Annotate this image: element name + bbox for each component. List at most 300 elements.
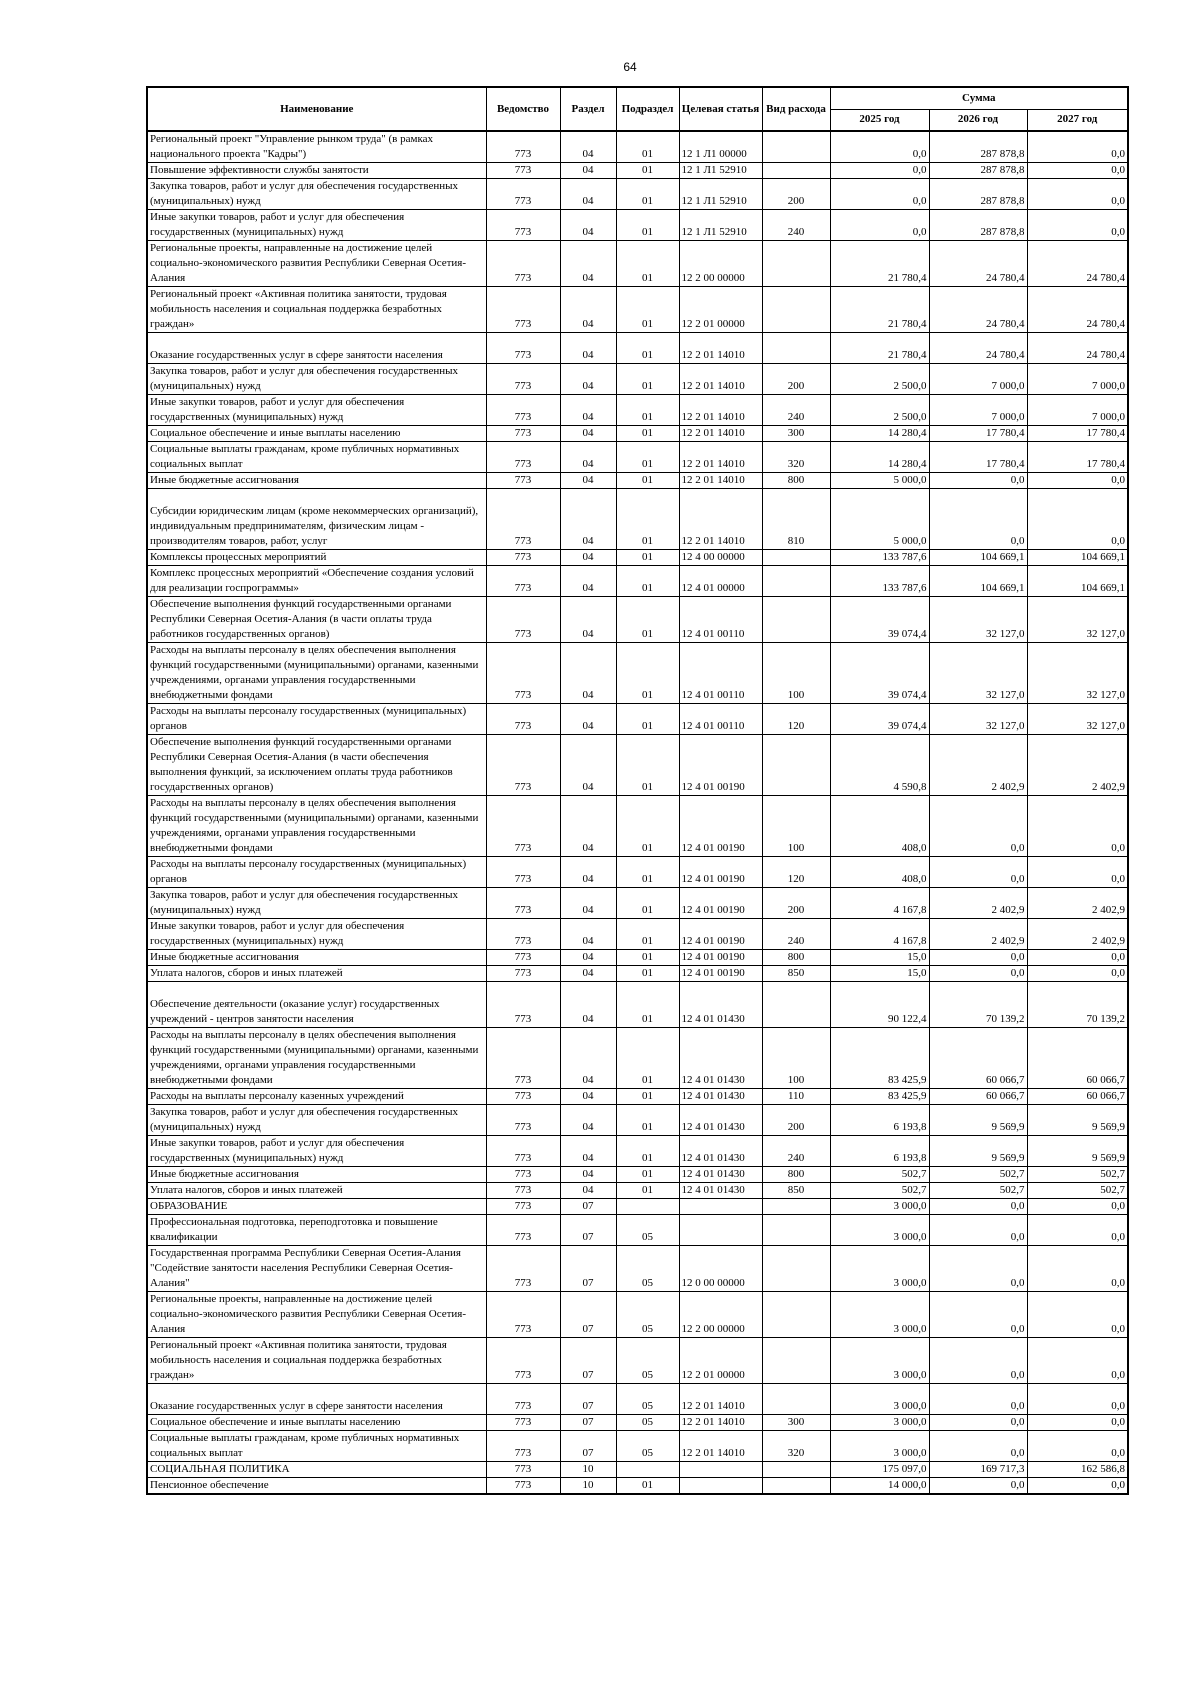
row-sum-2025: 3 000,0 — [830, 1338, 929, 1384]
row-vedomstvo: 773 — [486, 1431, 560, 1462]
table-row — [147, 287, 1128, 333]
row-razdel: 04 — [560, 442, 616, 473]
row-razdel: 07 — [560, 1384, 616, 1415]
row-sum-2027: 24 780,4 — [1027, 241, 1128, 287]
row-podrazdel: 01 — [616, 1136, 679, 1167]
row-expense-type — [762, 287, 830, 333]
row-name: Иные бюджетные ассигнования — [147, 1167, 486, 1183]
row-razdel: 04 — [560, 1089, 616, 1105]
row-name: Социальное обеспечение и иные выплаты населению — [147, 1415, 486, 1431]
row-sum-2025: 15,0 — [830, 950, 929, 966]
row-name: Расходы на выплаты персоналу в целях обеспечения выполнения функций государственными (муниципальными) органами, казенными учреждениями, органами управления государственными внебюджетными фондами — [147, 796, 486, 857]
row-podrazdel: 01 — [616, 210, 679, 241]
table-row — [147, 1183, 1128, 1199]
table-row — [147, 919, 1128, 950]
row-vedomstvo: 773 — [486, 1136, 560, 1167]
row-podrazdel: 01 — [616, 1183, 679, 1199]
row-sum-2026: 32 127,0 — [929, 597, 1027, 643]
row-sum-2026: 0,0 — [929, 473, 1027, 489]
table-row — [147, 1105, 1128, 1136]
row-target-article: 12 4 01 00110 — [679, 643, 762, 704]
row-podrazdel: 01 — [616, 982, 679, 1028]
row-sum-2025: 133 787,6 — [830, 550, 929, 566]
row-sum-2025: 3 000,0 — [830, 1431, 929, 1462]
row-vedomstvo: 773 — [486, 1199, 560, 1215]
row-target-article: 12 4 01 00190 — [679, 888, 762, 919]
row-vedomstvo: 773 — [486, 241, 560, 287]
row-razdel: 04 — [560, 796, 616, 857]
row-vedomstvo: 773 — [486, 1462, 560, 1478]
row-target-article: 12 2 01 14010 — [679, 1384, 762, 1415]
row-sum-2027: 17 780,4 — [1027, 442, 1128, 473]
row-sum-2027: 32 127,0 — [1027, 643, 1128, 704]
row-expense-type: 120 — [762, 704, 830, 735]
row-sum-2025: 83 425,9 — [830, 1028, 929, 1089]
row-podrazdel: 05 — [616, 1246, 679, 1292]
row-sum-2026: 169 717,3 — [929, 1462, 1027, 1478]
row-sum-2026: 0,0 — [929, 950, 1027, 966]
row-expense-type: 810 — [762, 489, 830, 550]
row-target-article: 12 2 01 14010 — [679, 395, 762, 426]
row-name: Иные бюджетные ассигнования — [147, 950, 486, 966]
row-vedomstvo: 773 — [486, 1105, 560, 1136]
row-name: Иные закупки товаров, работ и услуг для обеспечения государственных (муниципальных) нужд — [147, 210, 486, 241]
row-razdel: 04 — [560, 395, 616, 426]
row-expense-type: 800 — [762, 1167, 830, 1183]
row-sum-2025: 14 000,0 — [830, 1478, 929, 1495]
row-sum-2025: 21 780,4 — [830, 333, 929, 364]
row-sum-2025: 0,0 — [830, 131, 929, 163]
header-summa: Сумма — [830, 87, 1128, 109]
row-podrazdel: 01 — [616, 489, 679, 550]
row-vedomstvo: 773 — [486, 1384, 560, 1415]
row-razdel: 04 — [560, 857, 616, 888]
row-target-article: 12 4 00 00000 — [679, 550, 762, 566]
row-sum-2027: 70 139,2 — [1027, 982, 1128, 1028]
row-podrazdel: 01 — [616, 241, 679, 287]
row-vedomstvo: 773 — [486, 1246, 560, 1292]
row-expense-type — [762, 1199, 830, 1215]
row-expense-type — [762, 1462, 830, 1478]
row-podrazdel: 01 — [616, 1089, 679, 1105]
row-expense-type: 200 — [762, 1105, 830, 1136]
row-expense-type — [762, 1384, 830, 1415]
row-name: Иные закупки товаров, работ и услуг для обеспечения государственных (муниципальных) нужд — [147, 919, 486, 950]
table-row — [147, 442, 1128, 473]
table-row — [147, 982, 1128, 1028]
table-row — [147, 704, 1128, 735]
budget-table — [146, 86, 1129, 1495]
row-target-article: 12 4 01 01430 — [679, 1105, 762, 1136]
header-year-2027: 2027 год — [1027, 109, 1128, 131]
row-expense-type — [762, 333, 830, 364]
row-vedomstvo: 773 — [486, 966, 560, 982]
row-sum-2025: 14 280,4 — [830, 442, 929, 473]
row-vedomstvo: 773 — [486, 643, 560, 704]
row-podrazdel: 01 — [616, 426, 679, 442]
table-row — [147, 131, 1128, 163]
row-vedomstvo: 773 — [486, 364, 560, 395]
row-sum-2027: 7 000,0 — [1027, 364, 1128, 395]
row-vedomstvo: 773 — [486, 919, 560, 950]
row-sum-2027: 7 000,0 — [1027, 395, 1128, 426]
row-expense-type: 800 — [762, 950, 830, 966]
row-razdel: 04 — [560, 1183, 616, 1199]
table-row — [147, 1462, 1128, 1478]
row-razdel: 04 — [560, 1136, 616, 1167]
row-target-article: 12 4 01 01430 — [679, 1167, 762, 1183]
header-razdel: Раздел — [560, 87, 616, 131]
row-sum-2025: 175 097,0 — [830, 1462, 929, 1478]
row-sum-2025: 15,0 — [830, 966, 929, 982]
header-vedomstvo: Ведомство — [486, 87, 560, 131]
row-sum-2027: 0,0 — [1027, 950, 1128, 966]
row-razdel: 04 — [560, 643, 616, 704]
row-target-article: 12 4 01 01430 — [679, 1136, 762, 1167]
row-sum-2025: 502,7 — [830, 1167, 929, 1183]
row-podrazdel: 01 — [616, 550, 679, 566]
row-sum-2025: 3 000,0 — [830, 1199, 929, 1215]
row-expense-type: 200 — [762, 364, 830, 395]
row-target-article: 12 2 01 14010 — [679, 489, 762, 550]
row-sum-2027: 0,0 — [1027, 1415, 1128, 1431]
row-sum-2025: 83 425,9 — [830, 1089, 929, 1105]
table-row — [147, 1028, 1128, 1089]
row-sum-2026: 0,0 — [929, 1415, 1027, 1431]
row-razdel: 04 — [560, 333, 616, 364]
row-sum-2027: 0,0 — [1027, 210, 1128, 241]
row-target-article: 12 4 01 00190 — [679, 735, 762, 796]
row-vedomstvo: 773 — [486, 333, 560, 364]
row-podrazdel: 01 — [616, 888, 679, 919]
row-sum-2027: 104 669,1 — [1027, 550, 1128, 566]
row-sum-2025: 21 780,4 — [830, 287, 929, 333]
row-name: Региональный проект «Активная политика занятости, трудовая мобильность населения и социальная поддержка безработных граждан» — [147, 287, 486, 333]
row-sum-2025: 21 780,4 — [830, 241, 929, 287]
row-target-article: 12 2 00 00000 — [679, 1292, 762, 1338]
table-row — [147, 1136, 1128, 1167]
table-row — [147, 473, 1128, 489]
row-podrazdel: 01 — [616, 1105, 679, 1136]
row-razdel: 04 — [560, 163, 616, 179]
row-name: Оказание государственных услуг в сфере занятости населения — [147, 1384, 486, 1415]
row-podrazdel: 01 — [616, 643, 679, 704]
row-sum-2025: 3 000,0 — [830, 1246, 929, 1292]
row-sum-2027: 0,0 — [1027, 857, 1128, 888]
row-sum-2025: 5 000,0 — [830, 473, 929, 489]
row-sum-2026: 0,0 — [929, 1246, 1027, 1292]
table-body — [147, 131, 1128, 1494]
row-sum-2026: 70 139,2 — [929, 982, 1027, 1028]
table-row — [147, 1246, 1128, 1292]
row-sum-2027: 0,0 — [1027, 1338, 1128, 1384]
row-razdel: 04 — [560, 426, 616, 442]
table-row — [147, 1384, 1128, 1415]
row-podrazdel: 01 — [616, 1028, 679, 1089]
row-name: Профессиональная подготовка, переподготовка и повышение квалификации — [147, 1215, 486, 1246]
row-name: Расходы на выплаты персоналу в целях обеспечения выполнения функций государственными (муниципальными) органами, казенными учреждениями, органами управления государственными внебюджетными фондами — [147, 1028, 486, 1089]
row-razdel: 07 — [560, 1338, 616, 1384]
row-vedomstvo: 773 — [486, 1478, 560, 1495]
row-razdel: 04 — [560, 550, 616, 566]
row-razdel: 04 — [560, 566, 616, 597]
row-podrazdel: 05 — [616, 1292, 679, 1338]
row-sum-2026: 9 569,9 — [929, 1136, 1027, 1167]
row-sum-2027: 2 402,9 — [1027, 735, 1128, 796]
row-target-article: 12 4 01 00190 — [679, 950, 762, 966]
row-sum-2025: 4 590,8 — [830, 735, 929, 796]
row-razdel: 07 — [560, 1292, 616, 1338]
row-sum-2027: 0,0 — [1027, 1384, 1128, 1415]
row-name: Иные закупки товаров, работ и услуг для обеспечения государственных (муниципальных) нужд — [147, 1136, 486, 1167]
row-target-article: 12 4 01 01430 — [679, 1183, 762, 1199]
row-sum-2025: 4 167,8 — [830, 919, 929, 950]
row-expense-type — [762, 1338, 830, 1384]
row-expense-type: 300 — [762, 1415, 830, 1431]
row-expense-type: 320 — [762, 442, 830, 473]
row-expense-type: 200 — [762, 179, 830, 210]
row-sum-2025: 4 167,8 — [830, 888, 929, 919]
table-row — [147, 950, 1128, 966]
row-expense-type — [762, 550, 830, 566]
row-target-article: 12 0 00 00000 — [679, 1246, 762, 1292]
row-podrazdel: 05 — [616, 1215, 679, 1246]
row-sum-2026: 2 402,9 — [929, 919, 1027, 950]
row-vedomstvo: 773 — [486, 1167, 560, 1183]
row-razdel: 10 — [560, 1462, 616, 1478]
row-razdel: 07 — [560, 1415, 616, 1431]
row-sum-2027: 0,0 — [1027, 1478, 1128, 1495]
row-target-article — [679, 1462, 762, 1478]
row-podrazdel: 01 — [616, 966, 679, 982]
row-name: Обеспечение выполнения функций государственными органами Республики Северная Осетия-Алания (в части оплаты труда работников государственных органов) — [147, 597, 486, 643]
row-sum-2027: 32 127,0 — [1027, 597, 1128, 643]
table-row — [147, 1478, 1128, 1495]
table-row — [147, 179, 1128, 210]
row-sum-2026: 502,7 — [929, 1183, 1027, 1199]
row-sum-2025: 14 280,4 — [830, 426, 929, 442]
row-podrazdel — [616, 1199, 679, 1215]
table-row — [147, 888, 1128, 919]
row-name: Закупка товаров, работ и услуг для обеспечения государственных (муниципальных) нужд — [147, 364, 486, 395]
row-razdel: 04 — [560, 704, 616, 735]
row-razdel: 04 — [560, 966, 616, 982]
row-podrazdel: 01 — [616, 597, 679, 643]
row-expense-type: 100 — [762, 1028, 830, 1089]
row-expense-type: 240 — [762, 210, 830, 241]
row-name: Уплата налогов, сборов и иных платежей — [147, 966, 486, 982]
row-expense-type — [762, 735, 830, 796]
row-vedomstvo: 773 — [486, 473, 560, 489]
row-target-article: 12 4 01 00110 — [679, 704, 762, 735]
row-sum-2026: 17 780,4 — [929, 426, 1027, 442]
row-target-article: 12 2 01 14010 — [679, 426, 762, 442]
row-podrazdel: 01 — [616, 131, 679, 163]
row-expense-type — [762, 597, 830, 643]
header-year-2026: 2026 год — [929, 109, 1027, 131]
row-vedomstvo: 773 — [486, 597, 560, 643]
row-expense-type — [762, 241, 830, 287]
row-podrazdel: 01 — [616, 919, 679, 950]
row-sum-2027: 0,0 — [1027, 1199, 1128, 1215]
row-vedomstvo: 773 — [486, 1028, 560, 1089]
row-expense-type: 200 — [762, 888, 830, 919]
row-razdel: 04 — [560, 473, 616, 489]
row-expense-type: 100 — [762, 796, 830, 857]
row-target-article: 12 4 01 01430 — [679, 1028, 762, 1089]
row-sum-2027: 2 402,9 — [1027, 919, 1128, 950]
row-podrazdel: 01 — [616, 1167, 679, 1183]
row-sum-2025: 0,0 — [830, 179, 929, 210]
table-row — [147, 1338, 1128, 1384]
table-row — [147, 857, 1128, 888]
row-sum-2025: 39 074,4 — [830, 597, 929, 643]
row-expense-type — [762, 131, 830, 163]
row-sum-2026: 0,0 — [929, 966, 1027, 982]
row-razdel: 04 — [560, 364, 616, 395]
table-row — [147, 1167, 1128, 1183]
row-razdel: 04 — [560, 888, 616, 919]
row-target-article: 12 4 01 00190 — [679, 966, 762, 982]
row-expense-type: 110 — [762, 1089, 830, 1105]
row-razdel: 04 — [560, 982, 616, 1028]
table-row — [147, 333, 1128, 364]
row-sum-2025: 5 000,0 — [830, 489, 929, 550]
row-podrazdel: 01 — [616, 566, 679, 597]
row-sum-2026: 0,0 — [929, 1292, 1027, 1338]
row-sum-2026: 17 780,4 — [929, 442, 1027, 473]
row-podrazdel: 01 — [616, 1478, 679, 1495]
row-sum-2026: 0,0 — [929, 1431, 1027, 1462]
row-sum-2026: 0,0 — [929, 1384, 1027, 1415]
row-target-article — [679, 1215, 762, 1246]
table-row — [147, 395, 1128, 426]
row-sum-2025: 3 000,0 — [830, 1292, 929, 1338]
row-name: Расходы на выплаты персоналу государственных (муниципальных) органов — [147, 857, 486, 888]
table-row — [147, 1415, 1128, 1431]
row-razdel: 04 — [560, 287, 616, 333]
row-sum-2027: 0,0 — [1027, 1246, 1128, 1292]
table-row — [147, 566, 1128, 597]
table-row — [147, 1199, 1128, 1215]
row-name: Оказание государственных услуг в сфере занятости населения — [147, 333, 486, 364]
row-sum-2026: 9 569,9 — [929, 1105, 1027, 1136]
table-row — [147, 1215, 1128, 1246]
row-target-article: 12 4 01 00190 — [679, 919, 762, 950]
header-podrazdel: Подраздел — [616, 87, 679, 131]
row-name: Социальное обеспечение и иные выплаты населению — [147, 426, 486, 442]
row-sum-2026: 24 780,4 — [929, 287, 1027, 333]
row-razdel: 04 — [560, 735, 616, 796]
row-sum-2026: 60 066,7 — [929, 1089, 1027, 1105]
row-sum-2025: 0,0 — [830, 163, 929, 179]
table-row — [147, 1431, 1128, 1462]
row-sum-2026: 0,0 — [929, 1478, 1027, 1495]
table-row — [147, 210, 1128, 241]
row-razdel: 07 — [560, 1246, 616, 1292]
row-name: Комплекс процессных мероприятий «Обеспечение создания условий для реализации госпрограммы» — [147, 566, 486, 597]
row-podrazdel: 01 — [616, 473, 679, 489]
table-row — [147, 1292, 1128, 1338]
row-name: Региональные проекты, направленные на достижение целей социально-экономического развития Республики Северная Осетия-Алания — [147, 241, 486, 287]
row-sum-2027: 9 569,9 — [1027, 1136, 1128, 1167]
row-sum-2027: 9 569,9 — [1027, 1105, 1128, 1136]
row-expense-type: 120 — [762, 857, 830, 888]
row-sum-2026: 502,7 — [929, 1167, 1027, 1183]
row-vedomstvo: 773 — [486, 1338, 560, 1384]
row-target-article: 12 4 01 00190 — [679, 796, 762, 857]
row-podrazdel: 05 — [616, 1338, 679, 1384]
row-sum-2025: 3 000,0 — [830, 1415, 929, 1431]
row-sum-2025: 2 500,0 — [830, 395, 929, 426]
row-vedomstvo: 773 — [486, 1292, 560, 1338]
row-expense-type — [762, 163, 830, 179]
row-name: Иные бюджетные ассигнования — [147, 473, 486, 489]
row-vedomstvo: 773 — [486, 287, 560, 333]
row-expense-type — [762, 982, 830, 1028]
row-target-article: 12 4 01 01430 — [679, 1089, 762, 1105]
row-sum-2027: 60 066,7 — [1027, 1028, 1128, 1089]
row-name: Региональный проект «Активная политика занятости, трудовая мобильность населения и социальная поддержка безработных граждан» — [147, 1338, 486, 1384]
row-name: Закупка товаров, работ и услуг для обеспечения государственных (муниципальных) нужд — [147, 888, 486, 919]
row-sum-2027: 502,7 — [1027, 1183, 1128, 1199]
row-expense-type: 100 — [762, 643, 830, 704]
row-podrazdel: 01 — [616, 395, 679, 426]
row-vedomstvo: 773 — [486, 857, 560, 888]
row-target-article: 12 1 Л1 52910 — [679, 179, 762, 210]
row-vedomstvo: 773 — [486, 1089, 560, 1105]
row-podrazdel: 05 — [616, 1384, 679, 1415]
row-name: Закупка товаров, работ и услуг для обеспечения государственных (муниципальных) нужд — [147, 179, 486, 210]
row-podrazdel: 01 — [616, 796, 679, 857]
row-podrazdel: 01 — [616, 179, 679, 210]
table-row — [147, 364, 1128, 395]
row-name: Комплексы процессных мероприятий — [147, 550, 486, 566]
row-target-article: 12 1 Л1 52910 — [679, 210, 762, 241]
row-sum-2027: 0,0 — [1027, 163, 1128, 179]
row-razdel: 04 — [560, 489, 616, 550]
row-name: Обеспечение выполнения функций государственными органами Республики Северная Осетия-Алания (в части обеспечения выполнения функций, за исключением оплаты труда работников государственных органов) — [147, 735, 486, 796]
row-target-article: 12 2 00 00000 — [679, 241, 762, 287]
row-sum-2026: 32 127,0 — [929, 643, 1027, 704]
row-razdel: 10 — [560, 1478, 616, 1495]
row-expense-type: 850 — [762, 1183, 830, 1199]
row-vedomstvo: 773 — [486, 489, 560, 550]
row-target-article: 12 4 01 01430 — [679, 982, 762, 1028]
row-vedomstvo: 773 — [486, 395, 560, 426]
row-vedomstvo: 773 — [486, 982, 560, 1028]
row-razdel: 07 — [560, 1431, 616, 1462]
row-target-article: 12 2 01 14010 — [679, 1431, 762, 1462]
row-sum-2027: 2 402,9 — [1027, 888, 1128, 919]
row-name: ОБРАЗОВАНИЕ — [147, 1199, 486, 1215]
row-sum-2027: 0,0 — [1027, 966, 1128, 982]
row-target-article: 12 4 01 00000 — [679, 566, 762, 597]
row-sum-2025: 39 074,4 — [830, 643, 929, 704]
row-expense-type — [762, 1246, 830, 1292]
row-expense-type — [762, 1478, 830, 1495]
row-name: Пенсионное обеспечение — [147, 1478, 486, 1495]
table-row — [147, 966, 1128, 982]
row-vedomstvo: 773 — [486, 550, 560, 566]
row-podrazdel: 01 — [616, 364, 679, 395]
row-name: Социальные выплаты гражданам, кроме публичных нормативных социальных выплат — [147, 442, 486, 473]
row-vedomstvo: 773 — [486, 1415, 560, 1431]
row-target-article: 12 1 Л1 00000 — [679, 131, 762, 163]
row-sum-2026: 60 066,7 — [929, 1028, 1027, 1089]
row-vedomstvo: 773 — [486, 704, 560, 735]
row-razdel: 04 — [560, 1105, 616, 1136]
